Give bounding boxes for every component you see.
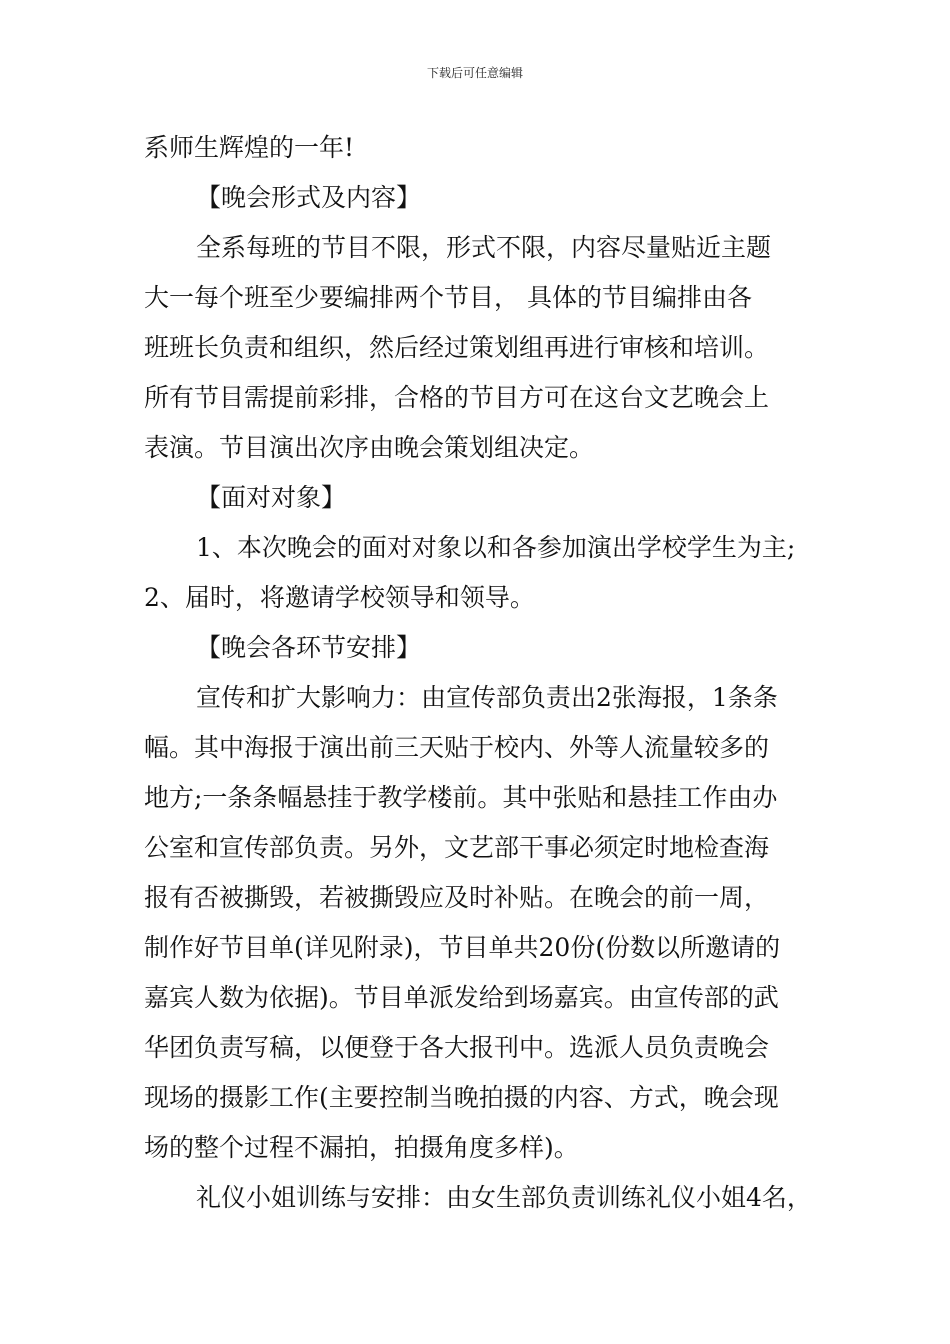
text-line: 所有节目需提前彩排，合格的节目方可在这台文艺晚会上 — [144, 383, 770, 412]
text-line: 礼仪小姐训练与安排：由女生部负责训练礼仪小姐4名， — [196, 1183, 812, 1212]
text-line: 制作好节目单(详见附录)，节目单共20份(份数以所邀请的 — [144, 933, 781, 962]
text-line: 系师生辉煌的一年! — [144, 133, 355, 162]
text-line: 现场的摄影工作(主要控制当晚拍摄的内容、方式，晚会现 — [144, 1083, 779, 1112]
text-line: 嘉宾人数为依据)。节目单派发给到场嘉宾。由宣传部的武 — [144, 983, 779, 1012]
text-line: 华团负责写稿，以便登于各大报刊中。选派人员负责晚会 — [144, 1033, 770, 1062]
text-line: 幅。其中海报于演出前三天贴于校内、外等人流量较多的 — [144, 733, 770, 762]
text-line: 宣传和扩大影响力：由宣传部负责出2张海报，1条条 — [196, 683, 778, 712]
page-header: 下载后可任意编辑 — [426, 66, 523, 80]
text-line: 场的整个过程不漏拍，拍摄角度多样)。 — [144, 1133, 579, 1162]
text-line: 全系每班的节目不限，形式不限，内容尽量贴近主题 — [196, 233, 772, 262]
section-heading: 【晚会各环节安排】 — [196, 633, 422, 662]
text-line: 公室和宣传部负责。另外，文艺部干事必须定时地检查海 — [144, 833, 770, 862]
text-line: 大一每个班至少要编排两个节目， 具体的节目编排由各 — [144, 283, 752, 312]
text-line: 表演。节目演出次序由晚会策划组决定。 — [144, 433, 595, 462]
text-line: 地方;一条条幅悬挂于教学楼前。其中张贴和悬挂工作由办 — [144, 783, 778, 812]
text-line: 2、届时，将邀请学校领导和领导。 — [144, 583, 535, 612]
section-heading: 【面对对象】 — [196, 483, 347, 512]
text-line: 报有否被撕毁，若被撕毁应及时补贴。在晚会的前一周， — [144, 883, 770, 912]
section-heading: 【晚会形式及内容】 — [196, 183, 422, 212]
text-line: 1、本次晚会的面对对象以和各参加演出学校学生为主; — [196, 533, 796, 562]
text-line: 班班长负责和组织，然后经过策划组再进行审核和培训。 — [144, 333, 770, 362]
